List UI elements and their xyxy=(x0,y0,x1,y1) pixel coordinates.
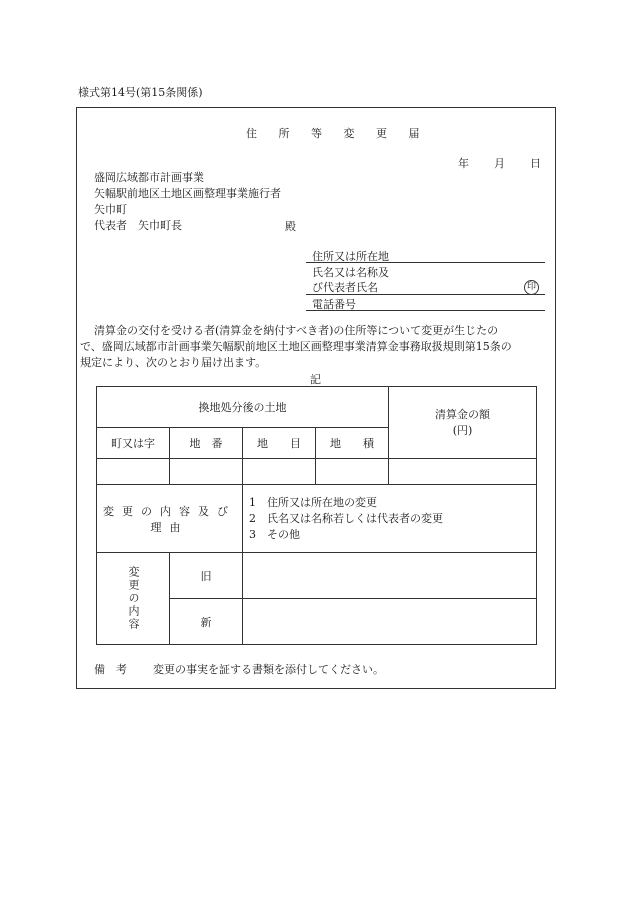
form-number-label: 様式第14号(第15条関係) xyxy=(78,86,203,99)
reason-item: 1 住所又は所在地の変更 xyxy=(249,495,377,509)
body-paragraph xyxy=(80,323,512,371)
change-reason-label: 変更の内容及び理由 xyxy=(97,485,243,553)
amount-header-line-1: 清算金の額 xyxy=(435,407,490,421)
category-value-cell[interactable] xyxy=(243,459,316,485)
reason-item: 2 氏名又は名称若しくは代表者の変更 xyxy=(249,511,443,525)
col-category-header: 地 目 xyxy=(243,428,316,459)
remarks-text: 変更の事実を証する書類を添付してください。 xyxy=(153,663,384,676)
col-area-header: 地 積 xyxy=(316,428,389,459)
reason-item: 3 その他 xyxy=(249,527,300,541)
form-title: 住 所 等 変 更 届 xyxy=(246,127,429,140)
seal-icon: 印 xyxy=(524,280,539,295)
addressee-line-4: 代表者 矢巾町長 xyxy=(94,219,182,232)
date-day-label: 日 xyxy=(530,157,541,170)
reason-list xyxy=(243,485,537,553)
details-table xyxy=(96,386,537,645)
change-content-label: 変更の内容 xyxy=(127,566,140,631)
date-year-label: 年 xyxy=(458,157,469,170)
addressee-line-1: 盛岡広域都市計画事業 xyxy=(94,171,204,184)
land-header: 換地処分後の土地 xyxy=(97,387,389,428)
body-line-1: 清算金の交付を受ける者(清算金を納付すべき者)の住所等について変更が生じたの xyxy=(94,324,499,337)
amount-value-cell[interactable] xyxy=(389,459,537,485)
phone-label: 電話番号 xyxy=(312,298,356,311)
addressee-line-3: 矢巾町 xyxy=(94,203,127,216)
amount-header-line-2: (円) xyxy=(452,423,473,437)
addressee-block xyxy=(94,170,281,234)
new-label: 新 xyxy=(170,599,243,645)
name-label-line-1: 氏名又は名称及 xyxy=(312,266,389,279)
old-label: 旧 xyxy=(170,553,243,599)
address-label: 住所又は所在地 xyxy=(312,250,389,263)
date-month-label: 月 xyxy=(494,157,505,170)
seal-mark xyxy=(524,279,539,295)
area-value-cell[interactable] xyxy=(316,459,389,485)
remarks-label: 備 考 xyxy=(94,663,127,676)
amount-header xyxy=(389,387,537,459)
honorific: 殿 xyxy=(285,220,296,233)
lot-value-cell[interactable] xyxy=(170,459,243,485)
body-line-3: 規定により、次のとおり届け出ます。 xyxy=(80,356,267,369)
change-content-label-cell xyxy=(97,553,170,645)
col-lot-header: 地 番 xyxy=(170,428,243,459)
addressee-line-2: 矢幅駅前地区土地区画整理事業施行者 xyxy=(94,187,281,200)
address-underline xyxy=(306,262,545,263)
name-underline xyxy=(306,294,545,295)
col-town-header: 町又は字 xyxy=(97,428,170,459)
new-value-cell[interactable] xyxy=(243,599,537,645)
old-value-cell[interactable] xyxy=(243,553,537,599)
ki-label: 記 xyxy=(310,373,321,386)
phone-underline xyxy=(306,310,545,311)
town-value-cell[interactable] xyxy=(97,459,170,485)
name-label-line-2: び代表者氏名 xyxy=(312,281,378,294)
body-line-2: で、盛岡広域都市計画事業矢幅駅前地区土地区画整理事業清算金事務取扱規則第15条の xyxy=(80,340,512,353)
